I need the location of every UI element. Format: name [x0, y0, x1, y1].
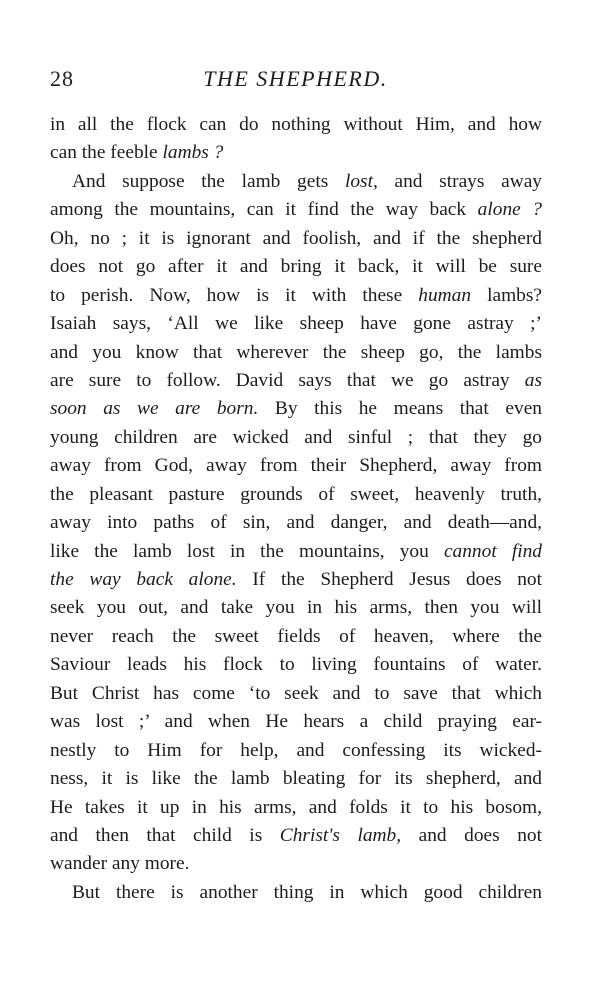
text-line: [50, 225, 542, 253]
text-segment: the pleasant pasture grounds of sweet, heavenly truth,: [50, 483, 542, 505]
page-number: 28: [50, 66, 74, 91]
text-segment: lambs?: [471, 284, 542, 306]
running-title: THE SHEPHERD.: [203, 66, 388, 91]
text-segment: wander any more.: [50, 853, 190, 875]
italic-text: the way back alone.: [50, 569, 237, 590]
text-line: [50, 139, 542, 167]
text-line: [50, 651, 542, 679]
text-segment: among the mountains, can it find the way back: [50, 199, 478, 221]
text-segment: Oh, no ; it is ignorant and foolish, and if the shepherd: [50, 227, 542, 249]
text-segment: By this he means that even: [258, 398, 542, 420]
text-line: [50, 822, 542, 850]
page-header: [50, 66, 541, 96]
text-line: [50, 538, 542, 566]
text-line: [50, 879, 542, 907]
text-line: [50, 452, 542, 480]
text-segment: seek you out, and take you in his arms, then you will: [50, 597, 542, 619]
text-segment: away from God, away from their Shepherd, away from: [50, 455, 542, 477]
text-line: [50, 310, 542, 338]
text-segment: does not go after it and bring it back, it will be sure: [50, 256, 542, 278]
text-line: [50, 850, 542, 878]
text-line: [50, 424, 542, 452]
text-segment: in all the flock can do nothing without Him, and how: [50, 114, 542, 135]
italic-text: cannot find: [443, 540, 542, 562]
text-segment: are sure to follow. David says that we go astray: [50, 369, 525, 391]
text-segment: and strays away: [377, 170, 542, 192]
text-segment: ness, it is like the lamb bleating for its shepherd, and: [50, 768, 542, 790]
text-line: [50, 282, 542, 310]
body-text: [50, 111, 542, 907]
text-line: [50, 708, 542, 736]
text-line: [50, 339, 542, 367]
text-segment: If the Shepherd Jesus does not: [236, 569, 543, 590]
text-line: [50, 253, 542, 281]
text-segment: Saviour leads his flock to living fountains of water.: [50, 654, 542, 676]
text-segment: and you know that wherever the sheep go, the lambs: [50, 341, 542, 363]
text-line: [50, 737, 542, 765]
text-line: [50, 367, 542, 395]
text-line: [50, 509, 542, 537]
text-line: [50, 594, 542, 622]
italic-text: lambs ?: [162, 142, 224, 164]
text-segment: And suppose the lamb gets: [72, 170, 345, 192]
text-segment: young children are wicked and sinful ; that they go: [50, 426, 542, 448]
text-line: [50, 765, 542, 793]
text-segment: nestly to Him for help, and confessing its wicked-: [50, 739, 542, 761]
text-segment: But Christ has come ‘to seek and to save that which: [50, 682, 542, 704]
text-line: [50, 395, 542, 423]
text-segment: He takes it up in his arms, and folds it to his bosom,: [50, 796, 542, 818]
italic-text: Christ's lamb,: [279, 824, 402, 846]
text-line: [50, 481, 542, 509]
text-segment: can the feeble: [50, 142, 163, 164]
text-segment: to perish. Now, how is it with these: [50, 284, 419, 306]
text-segment: was lost ;’ and when He hears a child praying ear-: [50, 711, 542, 733]
text-segment: away into paths of sin, and danger, and death—and,: [50, 512, 542, 534]
italic-text: soon as we are born.: [50, 398, 259, 420]
text-segment: and then that child is: [50, 824, 280, 846]
italic-text: lost,: [344, 170, 378, 192]
text-line: [50, 196, 542, 224]
text-line: [50, 680, 542, 708]
italic-text: as: [524, 369, 542, 391]
italic-text: human: [418, 284, 472, 306]
text-line: [50, 566, 542, 594]
text-line: [50, 794, 542, 822]
text-segment: like the lamb lost in the mountains, you: [50, 540, 444, 562]
text-line: [50, 111, 542, 139]
text-line: [50, 623, 542, 651]
text-segment: But there is another thing in which good children: [72, 881, 542, 903]
text-segment: Isaiah says, ‘All we like sheep have gone astray ;’: [50, 313, 542, 335]
text-segment: and does not: [401, 824, 542, 846]
text-segment: never reach the sweet fields of heaven, where the: [50, 625, 542, 647]
text-line: [50, 168, 542, 196]
italic-text: alone ?: [477, 199, 543, 221]
